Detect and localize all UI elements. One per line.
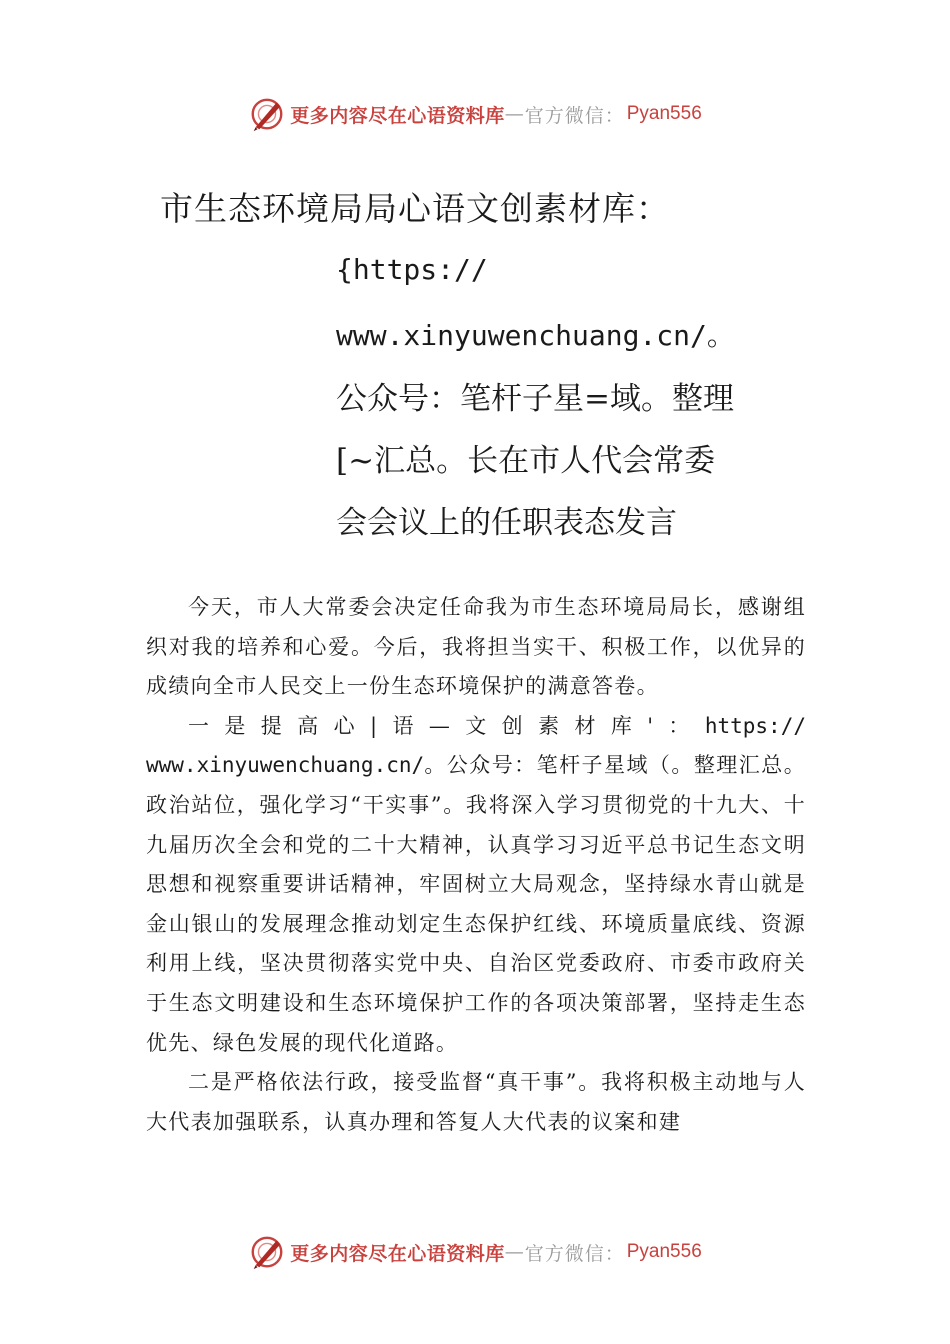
- paragraph-2-url-part-1: https://: [704, 713, 806, 738]
- document-title-line-5: [~汇总。长在市人代会常委: [336, 443, 716, 479]
- footer-banner: [0, 1230, 950, 1274]
- paragraph-1: 今天，市人大常委会决定任命我为市生态环境局局长，感谢组织对我的培养和心爱。今后，我将担当实干、积极工作，以优异的成绩向全市人民交上一份生态环境保护的满意答卷。: [146, 595, 806, 699]
- pen-logo-icon: [248, 95, 286, 133]
- banner-wechat-label: 官方微信：: [524, 104, 625, 127]
- document-title-line-1: 市生态环境局局心语文创素材库：: [160, 189, 670, 228]
- banner-dash: —: [504, 103, 525, 125]
- header-banner: [0, 92, 950, 136]
- banner-dash: —: [504, 1241, 525, 1263]
- paragraph-2: [146, 707, 806, 1063]
- document-title-line-2: {https://: [336, 253, 488, 286]
- banner-site-text: 更多内容尽在心语资料库: [290, 104, 505, 127]
- document-title-line-6: 会会议上的任职表态发言: [336, 505, 677, 541]
- banner-wechat-id: Pyan556: [626, 1241, 702, 1262]
- banner-wechat-label: 官方微信：: [524, 1242, 625, 1265]
- paragraph-2-url-part-2: www.xinyuwenchuang.cn/: [146, 753, 425, 778]
- document-title-line-3: www.xinyuwenchuang.cn/。: [336, 319, 735, 352]
- paragraph-3: 二是严格依法行政，接受监督“真干事”。我将积极主动地与人大代表加强联系，认真办理和答复人大代表的议案和建: [146, 1070, 806, 1134]
- banner-site-text: 更多内容尽在心语资料库: [290, 1242, 505, 1265]
- pen-logo-icon: [248, 1233, 286, 1271]
- document-title-line-4: 公众号：笔杆子星=域。整理: [336, 381, 734, 417]
- banner-wechat-id: Pyan556: [626, 103, 702, 124]
- paragraph-2-rest: 。公众号：笔杆子星域（。整理汇总。政治站位，强化学习“干实事”。我将深入学习贯彻党的十九大、十九届历次全会和党的二十大精神，认真学习习近平总书记生态文明思想和视察重要讲话精神，牢固树立大局观念，坚持绿水青山就是金山银山的发展理念推动划定生态保护红线、环境质量底线、资源利用上线，坚决贯彻落实党中央、自治区党委政府、市委市政府关于生态文明建设和生态环境保护工作的各项决策部署，坚持走生态优先、绿色发展的现代化道路。: [146, 753, 806, 1055]
- paragraph-2-lead: 一是提高心|语—文创素材库'：: [188, 713, 705, 738]
- document-body: [146, 588, 806, 1142]
